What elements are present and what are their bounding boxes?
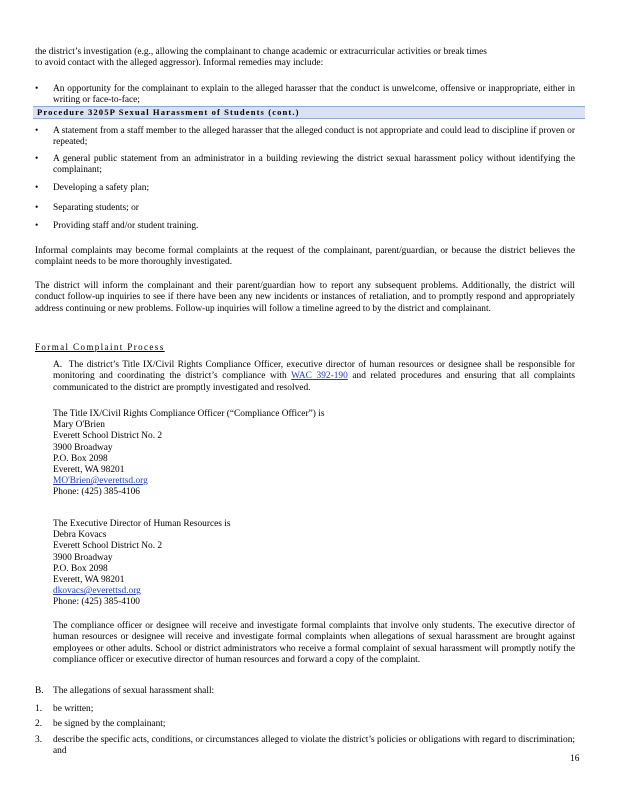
item-a-text: The district’s Title IX/Civil Rights Compliance Officer, executive director of human resources or designee shall be responsible for monitoring and coordinating the district’s compliance with (53, 360, 575, 382)
procedure-header-text: Procedure 3205P Sexual Harassment of Students (cont.) (37, 107, 300, 117)
contact-email-link[interactable]: MO'Brien@everettsd.org (53, 476, 148, 487)
contact-email-link[interactable]: dkovacs@everettsd.org (53, 586, 141, 597)
contact-org: Everett School District No. 2 (53, 431, 163, 442)
bullet-icon: • (35, 183, 39, 193)
item-a-label: A. (53, 360, 63, 370)
bullet-text: An opportunity for the complainant to explain to the alleged harasser that the conduct is unwelcome, offensive or inappropriate, either in writing or face-to-face; (53, 84, 575, 106)
bullet-icon: • (35, 203, 39, 213)
contact-intro: The Title IX/Civil Rights Compliance Officer (“Compliance Officer”) is (53, 409, 325, 419)
compliance-officer-contact (53, 409, 353, 499)
bullet-text: Developing a safety plan; (53, 183, 150, 193)
informal-complaints-paragraph: Informal complaints may become formal complaints at the request of the complainant, parent/guardian, or because the district believes the complaint needs to be more thoroughly investigated. (35, 246, 575, 268)
bullet-icon: • (35, 126, 39, 136)
contact-name: Mary O'Brien (53, 420, 105, 431)
compliance-officer-paragraph: The compliance officer or designee will receive and investigate formal complaints that involve only students. The executive director of human resources or designee will receive and investigate formal complaints when allegations of sexual harassment are brought against employees or other adults. School or district administrators who receive a formal complaint of sexual harassment will promptly notify the compliance officer or executive director of human resources and forward a copy of the complaint. (53, 621, 575, 666)
contact-org: Everett School District No. 2 (53, 541, 163, 552)
follow-up-paragraph: The district will inform the complainant and their parent/guardian how to report any subsequent problems. Additionally, the district will conduct follow-up inquiries to see if there have been any new incidents or instances of retaliation, and to promptly respond and appropriately address continuing or new problems. Follow-up inquiries will follow a timeline agreed to by the district and complainant. (35, 281, 575, 314)
formal-complaint-heading: Formal Complaint Process (35, 342, 165, 352)
contact-phone: Phone: (425) 385-4100 (53, 597, 140, 608)
contact-city: Everett, WA 98201 (53, 574, 125, 585)
contact-street: 3900 Broadway (53, 552, 113, 563)
contact-intro: The Executive Director of Human Resources is (53, 519, 231, 529)
contact-box: P.O. Box 2098 (53, 563, 108, 574)
page-number: 16 (570, 754, 580, 764)
intro-line-1: the district’s investigation (e.g., allowing the complainant to change academic or extracurricular activities or break times (35, 47, 487, 57)
bullet-text: A statement from a staff member to the alleged harasser that the alleged conduct is not appropriate and could lead to discipline if proven or repeated; (53, 126, 575, 148)
intro-paragraph (35, 47, 575, 70)
item-b-text: The allegations of sexual harassment shall: (53, 686, 215, 696)
item-text: be written; (53, 704, 94, 714)
contact-street: 3900 Broadway (53, 442, 113, 453)
bullet-text: Providing staff and/or student training. (53, 221, 199, 231)
item-text: be signed by the complainant; (53, 719, 166, 729)
wac-link[interactable]: WAC 392-190 (291, 371, 348, 382)
item-a-paragraph (53, 360, 575, 394)
item-number: 1. (35, 704, 43, 714)
hr-director-contact (53, 519, 353, 609)
contact-box: P.O. Box 2098 (53, 453, 108, 464)
bullet-text: A general public statement from an administrator in a building reviewing the district sexual harassment policy without identifying the complainant; (53, 154, 575, 176)
item-b-label: B. (35, 686, 44, 696)
bullet-icon: • (35, 154, 39, 164)
item-text: describe the specific acts, conditions, or circumstances alleged to violate the district’s policies or obligations with regard to discrimination; and (53, 735, 575, 757)
intro-line-2: to avoid contact with the alleged aggressor). Informal remedies may include: (35, 58, 324, 69)
bullet-icon: • (35, 221, 39, 231)
item-number: 2. (35, 719, 43, 729)
bullet-icon: • (35, 84, 39, 94)
contact-city: Everett, WA 98201 (53, 464, 125, 475)
item-number: 3. (35, 735, 43, 745)
item-a-text-end: and related procedures and ensuring that all complaints communicated to the district are promptly investigated and resolved. (53, 371, 575, 393)
procedure-header-band (33, 106, 585, 119)
bullet-text: Separating students; or (53, 203, 139, 213)
contact-name: Debra Kovacs (53, 530, 107, 541)
contact-phone: Phone: (425) 385-4106 (53, 487, 140, 498)
